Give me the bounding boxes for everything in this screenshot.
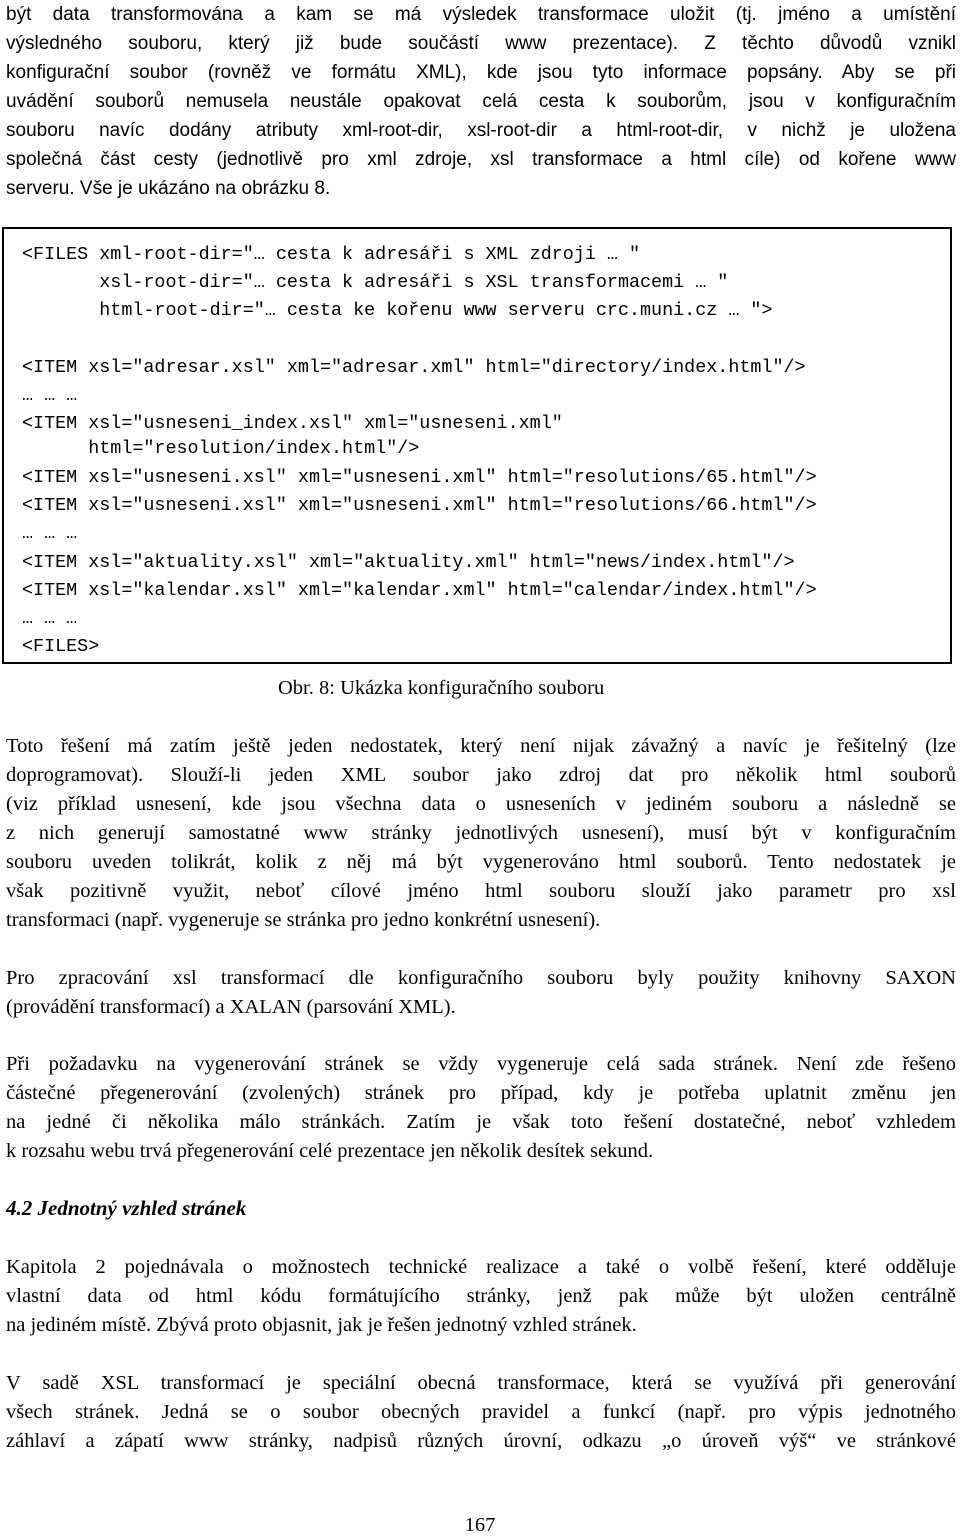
code-line: html-root-dir="… cesta ke kořenu www serveru crc.muni.cz … "> <box>22 300 773 321</box>
code-line: … … … <box>22 523 78 544</box>
paragraph-line: (provádění transformací) a XALAN (parsování XML). <box>6 996 456 1018</box>
paragraph-chapter-2 <box>6 1253 956 1340</box>
code-line: <FILES> <box>22 636 100 657</box>
paragraph-line: Kapitola 2 pojednávala o možnostech technické realizace a také o volbě řešení, které odděluje <box>6 1256 956 1278</box>
intro-line: společná část cesty (jednotlivě pro xml zdroje, xsl transformace a html cíle) od kořene www <box>6 149 956 170</box>
paragraph-line: na jedné či několika málo stránkách. Zatím je však toto řešení dostatečné, neboť vzhledem <box>6 1111 956 1133</box>
config-code-figure <box>2 227 952 664</box>
paragraph-line: Pro zpracování xsl transformací dle konfiguračního souboru byly použity knihovny SAXON <box>6 967 956 989</box>
code-line: <ITEM xsl="aktuality.xsl" xml="aktuality.xml" html="news/index.html"/> <box>22 552 795 573</box>
code-line: … … … <box>22 608 78 629</box>
paragraph-line: z nich generují samostatné www stránky jednotlivých usnesení), musí být v konfiguračním <box>6 822 956 844</box>
page-number: 167 <box>464 1514 496 1536</box>
paragraph-line: všech stránek. Jedná se o soubor obecných pravidel a funkcí (např. pro výpis jednotného <box>6 1401 956 1423</box>
paragraph-line: Toto řešení má zatím ještě jeden nedostatek, který není nijak závažný a navíc je řešitelný (lze <box>6 735 956 757</box>
intro-line: konfigurační soubor (rovněž ve formátu XML), kde jsou tyto informace popsány. Aby se při <box>6 62 956 83</box>
paragraph-line: transformaci (např. vygeneruje se stránka pro jedno konkrétní usnesení). <box>6 909 601 931</box>
paragraph-line: V sadě XSL transformací je speciální obecná transformace, která se využívá při generování <box>6 1372 956 1394</box>
paragraph-line: však pozitivně využit, neboť cílové jméno html souboru slouží jako parametr pro xsl <box>6 880 956 902</box>
intro-paragraph <box>6 0 956 203</box>
paragraph-line: Při požadavku na vygenerování stránek se vždy vygeneruje celá sada stránek. Není zde řešeno <box>6 1053 956 1075</box>
section-heading: 4.2 Jednotný vzhled stránek <box>6 1196 247 1220</box>
code-line: <FILES xml-root-dir="… cesta k adresáři s XML zdroji … " <box>22 244 641 265</box>
intro-line: výsledného souboru, který již bude součástí www prezentace). Z těchto důvodů vznikl <box>6 33 956 54</box>
paragraph-xsl-set <box>6 1369 956 1456</box>
paragraph-regeneration <box>6 1050 956 1166</box>
paragraph-line: na jediném místě. Zbývá proto objasnit, jak je řešen jednotný vzhled stránek. <box>6 1314 637 1336</box>
paragraph-line: částečné přegenerování (zvolených) stránek pro případ, kdy je potřeba uplatnit změnu jen <box>6 1082 956 1104</box>
paragraph-line: záhlaví a zápatí www stránky, nadpisů různých úrovní, odkazu „o úroveň výš“ ve stránkové <box>6 1430 956 1452</box>
paragraph-shortcoming <box>6 732 956 935</box>
paragraph-line: doprogramovat). Slouží-li jeden XML soubor jako zdroj dat pro několik html souborů <box>6 764 956 786</box>
code-line: <ITEM xsl="adresar.xsl" xml="adresar.xml" html="directory/index.html"/> <box>22 357 806 378</box>
intro-line: být data transformována a kam se má výsledek transformace uložit (tj. jméno a umístění <box>6 4 956 25</box>
paragraph-libraries <box>6 964 956 1022</box>
code-line: … … … <box>22 385 78 406</box>
paragraph-line: (viz příklad usnesení, kde jsou všechna data o usneseních v jediném souboru a následně se <box>6 793 956 815</box>
paragraph-line: vlastní data od html kódu formátujícího stránky, jenž pak může být uložen centrálně <box>6 1285 956 1307</box>
paragraph-line: k rozsahu webu trvá přegenerování celé prezentace jen několik desítek sekund. <box>6 1140 654 1162</box>
code-line: xsl-root-dir="… cesta k adresáři s XSL transformacemi … " <box>22 272 729 293</box>
code-line: html="resolution/index.html"/> <box>22 438 420 459</box>
paragraph-line: souboru uveden tolikrát, kolik z něj má být vygenerováno html souborů. Tento nedostatek je <box>6 851 956 873</box>
intro-line: souboru navíc dodány atributy xml-root-dir, xsl-root-dir a html-root-dir, v nichž je uložena <box>6 120 956 141</box>
code-line: <ITEM xsl="usneseni.xsl" xml="usneseni.xml" html="resolutions/66.html"/> <box>22 495 817 516</box>
code-line: <ITEM xsl="usneseni_index.xsl" xml="usneseni.xml" <box>22 413 563 434</box>
intro-line: serveru. Vše je ukázáno na obrázku 8. <box>6 178 331 199</box>
figure-caption: Obr. 8: Ukázka konfiguračního souboru <box>278 677 605 699</box>
code-line: <ITEM xsl="usneseni.xsl" xml="usneseni.xml" html="resolutions/65.html"/> <box>22 467 817 488</box>
intro-line: uvádění souborů nemusela neustále opakovat celá cesta k souborům, jsou v konfiguračním <box>6 91 956 112</box>
code-line: <ITEM xsl="kalendar.xsl" xml="kalendar.xml" html="calendar/index.html"/> <box>22 580 817 601</box>
